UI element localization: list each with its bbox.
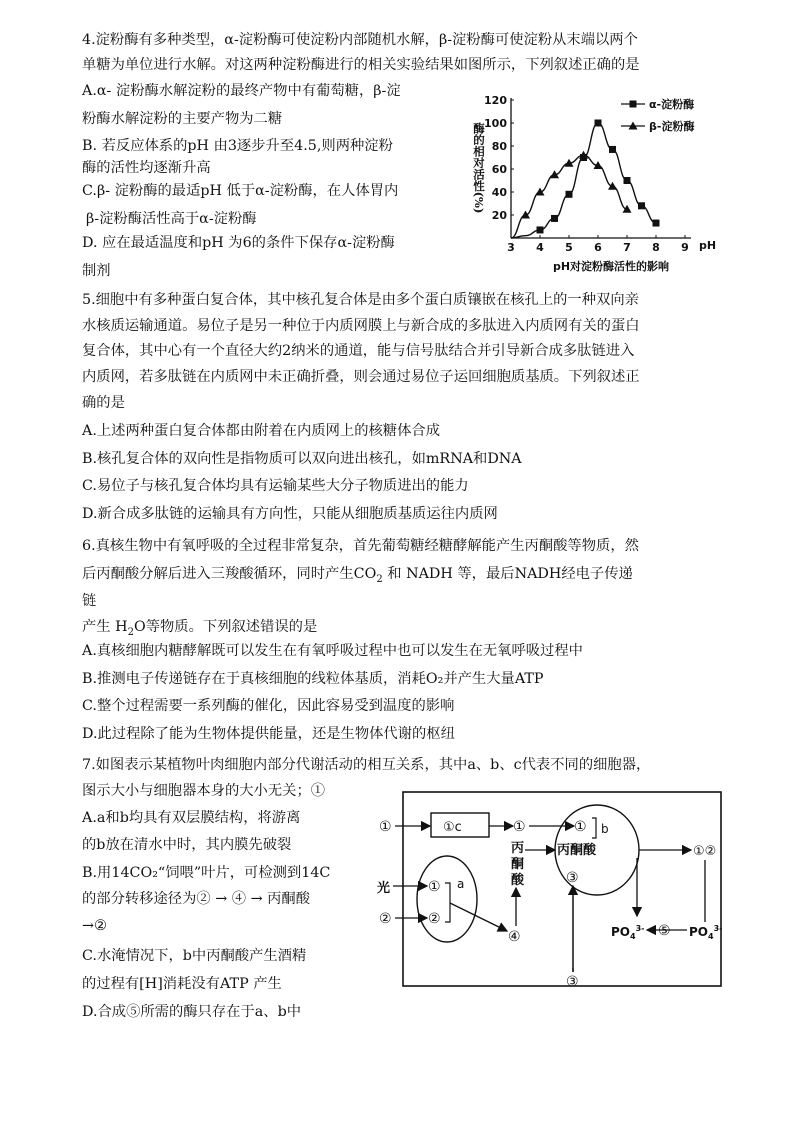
x-tick-label: 8 <box>652 241 660 254</box>
q5-option-d: D.新合成多肽链的运输具有方向性，只能从细胞质基质运往内质网 <box>82 506 498 522</box>
q5-stem-line-5: 确的是 <box>82 395 125 411</box>
pyruvate-in-b: 丙酮酸 <box>557 843 597 858</box>
input-3: ③ <box>566 974 579 990</box>
x-tick-label: 7 <box>623 241 631 254</box>
x-tick-label: 3 <box>507 241 515 254</box>
pyruvate-vertical-1: 丙 <box>511 841 525 856</box>
q7-stem-line-2: 图示大小与细胞器本身的大小无关；① <box>82 783 326 799</box>
point-alpha <box>638 202 645 209</box>
x-tick-label: 9 <box>681 241 689 254</box>
point-alpha <box>609 146 616 153</box>
point-alpha <box>624 177 631 184</box>
q4-option-d-line-2: 制剂 <box>82 263 111 279</box>
y-tick-label: 60 <box>491 163 507 176</box>
q6-option-b: B.推测电子传递链存在于真核细胞的线粒体基质，消耗O₂并产生大量ATP <box>82 671 544 687</box>
q7-option-b-line-3: →② <box>82 918 107 934</box>
q6-stem-line-4 <box>82 617 317 643</box>
organelle-b-label: b <box>601 822 609 836</box>
point-alpha <box>566 191 573 198</box>
atp-synthesis-5: ⑤ <box>658 923 671 939</box>
q6-stem-line-2a: 后丙酮酸分解后进入三羧酸循环，同时产生CO <box>82 566 377 582</box>
b-1: ① <box>574 819 587 835</box>
input-2: ② <box>379 911 392 927</box>
q6-option-d: D.此过程除了能为生物体提供能量，还是生物体代谢的枢纽 <box>82 726 455 742</box>
q7-option-b-line-1: B.用14CO₂“饲喂”叶片，可检测到14C <box>82 865 331 881</box>
pyruvate-vertical-3: 酸 <box>511 873 525 888</box>
point-alpha <box>537 226 544 233</box>
q4-option-a-line-2: 粉酶水解淀粉的主要产物为二糖 <box>82 111 283 127</box>
q7-option-a-line-1: A.a和b均具有双层膜结构，将游离 <box>82 810 301 826</box>
y-tick-label: 120 <box>484 94 507 107</box>
organelle-c-label: ①c <box>443 820 462 835</box>
output-4: ④ <box>508 929 521 945</box>
ph-activity-chart <box>465 88 727 278</box>
input-1: ① <box>379 819 392 835</box>
q5-option-c: C.易位子与核孔复合体均具有运输某些大分子物质进出的能力 <box>82 478 469 494</box>
q6-stem-line-2 <box>82 564 633 590</box>
q6-stem-line-2b: 和 NADH 等，最后NADH经电子传递 <box>387 566 633 582</box>
point-alpha <box>551 215 558 222</box>
chart-y-axis-label: 酶的相对活性(%) <box>472 122 486 214</box>
chart-x-axis-label: pH <box>699 239 717 252</box>
y-tick-label: 40 <box>491 186 507 199</box>
mid-1: ① <box>513 819 526 835</box>
q6-stem-line-1: 6.真核生物中有氧呼吸的全过程非常复杂，首先葡萄糖经糖酵解能产生丙酮酸等物质，然 <box>82 538 639 554</box>
q7-option-c-line-2: 的过程有[H]消耗没有ATP 产生 <box>82 976 282 992</box>
legend-label: α-淀粉酶 <box>649 98 695 111</box>
x-tick-label: 4 <box>536 241 544 254</box>
chart-title: pH对淀粉酶活性的影响 <box>552 260 670 273</box>
q4-option-b-line-1: B. 若反应体系的pH 由3逐步升至4.5,则两种淀粉 <box>82 138 393 154</box>
phosphate-right: $PO_4^{3-}$ <box>689 924 723 941</box>
q7-option-d: D.合成⑤所需的酶只存在于a、b中 <box>82 1004 302 1020</box>
q4-stem-line-2: 单糖为单位进行水解。对这两种淀粉酶进行的相关实验结果如图所示，下列叙述正确的是 <box>82 57 640 73</box>
legend-marker-square <box>630 101 637 108</box>
legend-label: β-淀粉酶 <box>649 120 695 133</box>
diagram-canvas <box>375 786 727 992</box>
chart-legend <box>621 97 694 133</box>
h2o-subscript: 2 <box>127 626 134 638</box>
series-line-1 <box>511 123 656 238</box>
output-12: ①② <box>693 844 717 859</box>
chart-canvas <box>465 88 727 278</box>
y-tick-label: 100 <box>484 117 507 130</box>
q7-option-b-line-2: 的部分转移途径为② → ④ → 丙酮酸 <box>82 891 310 907</box>
organelle-a <box>417 856 477 942</box>
point-beta <box>608 182 617 190</box>
q7-option-a-line-2: 的b放在清水中时，其内膜先破裂 <box>82 837 292 853</box>
x-tick-label: 6 <box>594 241 602 254</box>
y-tick-label: 20 <box>491 209 507 222</box>
a-2: ② <box>428 911 441 927</box>
pyruvate-vertical-2: 酮 <box>511 857 525 872</box>
q5-stem-line-2: 水核质运输通道。易位子是另一种位于内质网膜上与新合成的多肽进入内质网有关的蛋白 <box>82 318 640 334</box>
q6-option-a: A.真核细胞内糖酵解既可以发生在有氧呼吸过程中也可以发生在无氧呼吸过程中 <box>82 643 583 659</box>
q5-option-a: A.上述两种蛋白复合体都由附着在内质网上的核糖体合成 <box>82 423 440 439</box>
organelle-a-label: a <box>457 877 465 891</box>
chart-series <box>511 120 660 239</box>
q5-stem-line-4: 内质网，若多肽链在内质网中未正确折叠，则会通过易位子运回细胞质基质。下列叙述正 <box>82 369 640 385</box>
point-alpha <box>595 120 602 127</box>
x-tick-label: 5 <box>565 241 573 254</box>
q6-stem-line-4a: 产生 H <box>82 619 128 635</box>
q6-stem-line-4b: O等物质。下列叙述错误的是 <box>133 619 318 635</box>
q4-option-b-line-2: 酶的活性均逐渐升高 <box>82 160 211 176</box>
q5-stem-line-1: 5.细胞中有多种蛋白复合体，其中核孔复合体是由多个蛋白质镶嵌在核孔上的一种双向亲 <box>82 292 639 308</box>
q4-option-c-line-1: C.β- 淀粉酶的最适pH 低于α-淀粉酶，在人体胃内 <box>82 183 399 199</box>
a-1: ① <box>428 879 441 895</box>
q4-option-a-line-1: A.α- 淀粉酶水解淀粉的最终产物中有葡萄糖，β-淀 <box>82 83 401 99</box>
q6-option-c: C.整个过程需要一系列酶的催化，因此容易受到温度的影响 <box>82 698 455 714</box>
chart-ticks <box>484 94 689 254</box>
q7-option-c-line-1: C.水淹情况下，b中丙酮酸产生酒精 <box>82 948 307 964</box>
q6-stem-line-3: 链 <box>82 593 97 609</box>
b-3: ③ <box>566 870 579 886</box>
point-alpha <box>653 220 660 227</box>
q5-stem-line-3: 复合体，其中心有一个直径大约2纳米的通道，能与信号肽结合并引导新合成多肽链进入 <box>82 343 635 359</box>
phosphate-left: $PO_4^{3-}$ <box>611 924 645 941</box>
q4-option-d-line-1: D. 应在最适温度和pH 为6的条件下保存α-淀粉酶 <box>82 235 395 251</box>
q7-stem-line-1: 7.如图表示某植物叶肉细胞内部分代谢活动的相互关系，其中a、b、c代表不同的细胞器， <box>82 757 651 773</box>
q4-stem-line-1: 4.淀粉酶有多种类型，α-淀粉酶可使淀粉内部随机水解，β-淀粉酶可使淀粉从末端以两个 <box>82 32 638 48</box>
q5-option-b: B.核孔复合体的双向性是指物质可以双向进出核孔，如mRNA和DNA <box>82 451 522 467</box>
metabolism-diagram <box>375 786 727 992</box>
co2-subscript: 2 <box>376 573 383 585</box>
light-label: 光 <box>377 881 391 896</box>
q4-option-c-line-2: β-淀粉酶活性高于α-淀粉酶 <box>86 211 257 227</box>
y-tick-label: 80 <box>491 140 507 153</box>
